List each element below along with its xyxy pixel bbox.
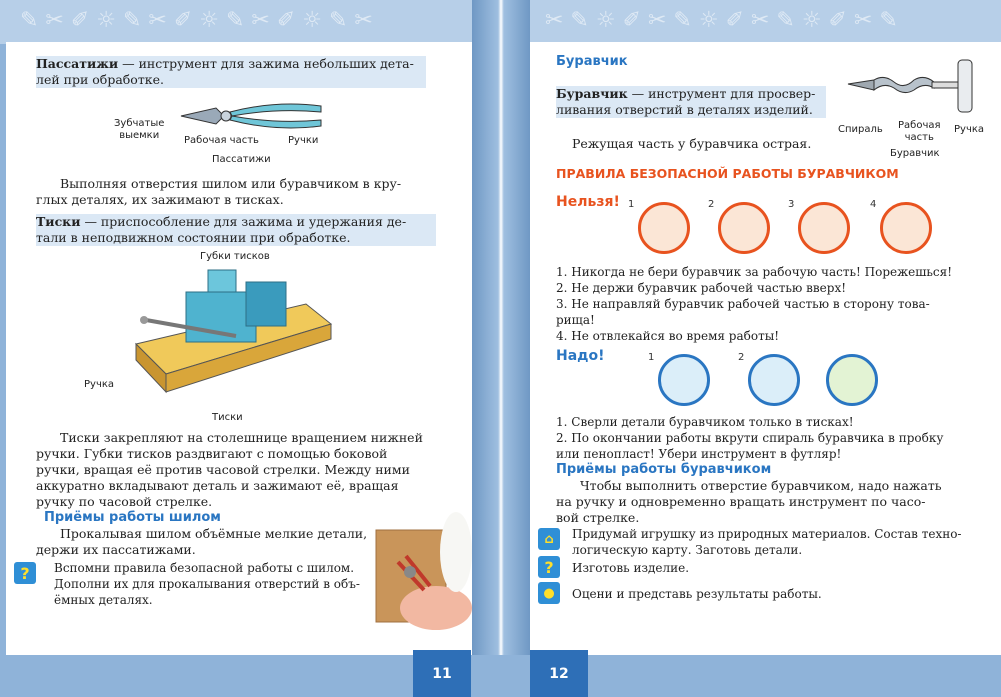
forbidden-illustration-3 bbox=[798, 202, 850, 254]
label-teeth: Зубчатые выемки bbox=[114, 118, 165, 141]
forbidden-illustration-2 bbox=[718, 202, 770, 254]
awl-paragraph: Выполняя отверстия шилом или буравчиком в кру- глых деталях, их зажимают в тисках. bbox=[36, 176, 402, 207]
label-vise-handle: Ручка bbox=[84, 379, 115, 390]
nado-heading: Надо! bbox=[556, 348, 605, 364]
vise-icon bbox=[126, 264, 336, 404]
nelzya-num-1: 1 bbox=[628, 199, 635, 210]
gimlet-icon bbox=[844, 56, 974, 116]
nelzya-num-4: 4 bbox=[870, 199, 877, 210]
book-gutter bbox=[472, 0, 530, 655]
label-gimlet-handle: Ручка bbox=[954, 124, 985, 135]
allowed-illustration-3 bbox=[826, 354, 878, 406]
page-title: Буравчик bbox=[556, 54, 628, 69]
pliers-definition: Пассатижи — инструмент для зажима небольших дета- лей при обработке. bbox=[36, 56, 426, 88]
pliers-caption: Пассатижи bbox=[212, 154, 271, 165]
pliers-term: Пассатижи bbox=[36, 56, 119, 71]
label-spiral: Спираль bbox=[838, 124, 883, 135]
gimlet-definition: Буравчик — инструмент для просвер- ливания отверстий в деталях изделий. bbox=[556, 86, 826, 118]
page-number-left: 11 bbox=[413, 650, 471, 697]
nelzya-heading: Нельзя! bbox=[556, 194, 620, 210]
page-left bbox=[6, 42, 472, 682]
nado-num-2: 2 bbox=[738, 352, 745, 363]
task-1: Придумай игрушку из природных материалов. Состав техно- логическую карту. Заготовь детали. bbox=[572, 527, 962, 557]
label-working-part: Рабочая часть bbox=[184, 135, 259, 146]
vise-caption: Тиски bbox=[212, 412, 243, 423]
gimlet-tip: Чтобы выполнить отверстие буравчиком, надо нажать на ручку и одновременно вращать инструмент по часо- вой стрелке. bbox=[556, 478, 942, 525]
forbidden-illustration-4 bbox=[880, 202, 932, 254]
cutting-note: Режущая часть у буравчика острая. bbox=[572, 136, 812, 151]
forbidden-illustration-1 bbox=[638, 202, 690, 254]
label-handles: Ручки bbox=[288, 135, 319, 146]
allowed-illustration-1 bbox=[658, 354, 710, 406]
page-right bbox=[530, 42, 1001, 682]
awl-tip: Прокалывая шилом объёмные мелкие детали, держи их пассатижами. bbox=[36, 526, 368, 557]
gimlet-term: Буравчик bbox=[556, 86, 628, 101]
nelzya-num-3: 3 bbox=[788, 199, 795, 210]
house-icon: ⌂ bbox=[538, 528, 560, 550]
vise-paragraph: Тиски закрепляют на столешнице вращением нижней ручки. Губки тисков раздвигают с помощью боковой ручки, вращая её против часовой стрелки. Между ними аккуратно вкладывают деталь и зажимают её, вращая ручку по часовой стрелке. bbox=[36, 430, 423, 509]
question-icon: ? bbox=[14, 562, 36, 584]
task-2: Изготовь изделие. bbox=[572, 561, 690, 575]
vise-definition: Тиски — приспособление для зажима и удержания де- тали в неподвижном состоянии при обработке. bbox=[36, 214, 436, 246]
doodle-icon: ✎ ✂ ✐ ☼ ✎ ✂ ✐ ☼ ✎ ✂ ✐ ☼ ✎ ✂ bbox=[20, 8, 373, 33]
gimlet-caption: Буравчик bbox=[890, 148, 940, 159]
awl-task: Вспомни правила безопасной работы с шилом. Дополни их для прокалывания отверстий в объ- ёмных деталях. bbox=[54, 561, 360, 607]
awl-techniques-heading: Приёмы работы шилом bbox=[44, 510, 221, 525]
question-icon: ? bbox=[538, 556, 560, 578]
nado-rules: 1. Сверли детали буравчиком только в тисках! 2. По окончании работы вкрути спираль буравчика в пробку или пенопласт! Убери инструмент в футляр! bbox=[556, 415, 944, 461]
page-number-right: 12 bbox=[530, 650, 588, 697]
nado-num-1: 1 bbox=[648, 352, 655, 363]
vise-term: Тиски bbox=[36, 214, 81, 229]
rules-title: ПРАВИЛА БЕЗОПАСНОЙ РАБОТЫ БУРАВЧИКОМ bbox=[556, 166, 899, 181]
chick-icon: ● bbox=[538, 582, 560, 604]
nelzya-rules: 1. Никогда не бери буравчик за рабочую часть! Порежешься! 2. Не держи буравчик рабочей частью вверх! 3. Не направляй буравчик рабочей частью в сторону това- рища! 4. Не отвлекайся во время работы! bbox=[556, 265, 953, 343]
allowed-illustration-2 bbox=[748, 354, 800, 406]
hand-with-pliers-image bbox=[376, 512, 472, 632]
nelzya-num-2: 2 bbox=[708, 199, 715, 210]
doodle-icon: ✂ ✎ ☼ ✐ ✂ ✎ ☼ ✐ ✂ ✎ ☼ ✐ ✂ ✎ bbox=[545, 8, 898, 33]
label-gimlet-working: Рабочая часть bbox=[898, 120, 941, 143]
task-3: Оцени и представь результаты работы. bbox=[572, 587, 822, 601]
gimlet-techniques-heading: Приёмы работы буравчиком bbox=[556, 462, 772, 477]
pliers-icon bbox=[176, 98, 326, 134]
label-vise-jaws: Губки тисков bbox=[200, 251, 270, 262]
